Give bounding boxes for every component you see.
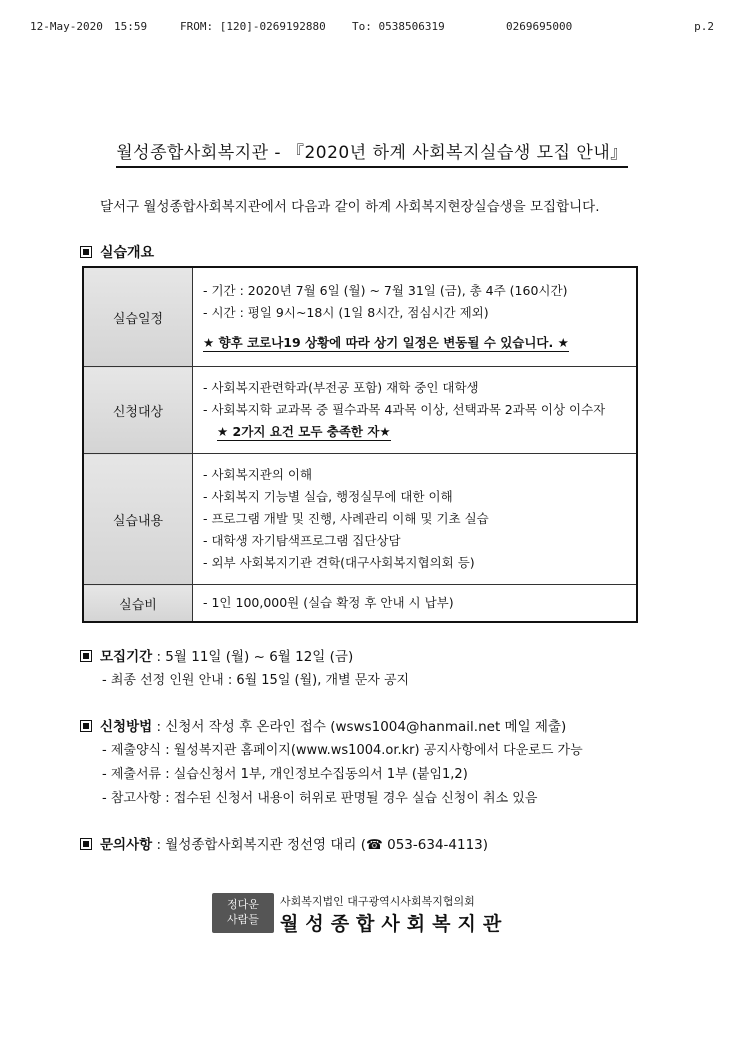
row-line: - 사회복지관의 이해	[203, 467, 313, 482]
contact-label: 문의사항	[100, 837, 153, 853]
document-title-text: 월성종합사회복지관 - 『2020년 하계 사회복지실습생 모집 안내』	[116, 143, 628, 168]
fax-from: FROM: [120]-0269192880	[180, 20, 326, 33]
row-note: ★ 향후 코로나19 상황에 따라 상기 일정은 변동될 수 있습니다. ★	[203, 335, 569, 350]
overview-table	[82, 266, 638, 623]
row-line: - 대학생 자기탐색프로그램 집단상담	[203, 533, 401, 548]
apply-sub: - 제출양식 : 월성복지관 홈페이지(www.ws1004.or.kr) 공지사항에서 다운로드 가능	[102, 743, 583, 758]
apply-sub: - 참고사항 : 접수된 신청서 내용이 허위로 판명될 경우 실습 신청이 취소 있음	[102, 791, 538, 806]
recruit-section	[80, 645, 409, 693]
row-line: - 사회복지학 교과목 중 필수과목 4과목 이상, 선택과목 2과목 이상 이수자	[203, 402, 606, 417]
intro-text: 달서구 월성종합사회복지관에서 다음과 같이 하계 사회복지현장실습생을 모집합니다.	[100, 199, 600, 215]
recruit-value: : 5월 11일 (월) ~ 6월 12일 (금)	[152, 649, 354, 665]
row-content	[193, 454, 638, 585]
row-label: 실습일정	[83, 267, 193, 367]
apply-label: 신청방법	[100, 719, 153, 735]
bullet-box-icon	[80, 246, 92, 258]
recruit-sub: - 최종 선정 인원 안내 : 6월 15일 (월), 개별 문자 공지	[102, 673, 410, 688]
recruit-label: 모집기간	[100, 649, 153, 665]
contact-value: : 월성종합사회복지관 정선영 대리 (☎ 053-634-4113)	[152, 837, 489, 853]
overview-heading-text: 실습개요	[100, 245, 155, 261]
apply-sub: - 제출서류 : 실습신청서 1부, 개인정보수집동의서 1부 (붙임1,2)	[102, 767, 468, 782]
row-line: - 사회복지 기능별 실습, 행정실무에 대한 이해	[203, 489, 453, 504]
document-title	[0, 138, 744, 163]
row-line: - 외부 사회복지기관 견학(대구사회복지협의회 등)	[203, 555, 475, 570]
row-label: 신청대상	[83, 367, 193, 454]
row-label: 실습비	[83, 585, 193, 623]
row-line: - 프로그램 개발 및 진행, 사례관리 이해 및 기초 실습	[203, 511, 489, 526]
fax-time: 15:59	[114, 20, 148, 33]
contact-section	[80, 833, 488, 857]
apply-section	[80, 715, 583, 811]
fax-page: p.2	[694, 20, 714, 33]
apply-value: : 신청서 작성 후 온라인 접수 (wsws1004@hanmail.net 메일 제출)	[152, 719, 567, 735]
row-line: - 기간 : 2020년 7월 6일 (월) ~ 7월 31일 (금), 총 4주 (160시간)	[203, 283, 568, 298]
fax-to: To: 0538506319	[352, 20, 445, 33]
table-row	[83, 267, 637, 367]
table-row	[83, 454, 637, 585]
org-logo: 정다운 사람들	[212, 893, 274, 933]
row-label: 실습내용	[83, 454, 193, 585]
table-row	[83, 367, 637, 454]
row-line: - 1인 100,000원 (실습 확정 후 안내 시 납부)	[203, 595, 454, 610]
bullet-box-icon	[80, 650, 92, 662]
bullet-box-icon	[80, 838, 92, 850]
org-name: 월성종합사회복지관	[280, 913, 509, 935]
fax-date: 12-May-2020	[30, 20, 103, 33]
row-content	[193, 267, 638, 367]
row-line: - 사회복지관련학과(부전공 포함) 재학 중인 대학생	[203, 380, 479, 395]
overview-heading	[80, 242, 154, 262]
table-row	[83, 585, 637, 623]
row-line: - 시간 : 평일 9시~18시 (1일 8시간, 점심시간 제외)	[203, 305, 489, 320]
row-content	[193, 585, 638, 623]
row-content	[193, 367, 638, 454]
row-note: ★ 2가지 요건 모두 충족한 자★	[217, 424, 391, 439]
bullet-box-icon	[80, 720, 92, 732]
parent-org: 사회복지법인 대구광역시사회복지협의회	[280, 895, 475, 908]
fax-number: 0269695000	[506, 20, 573, 33]
footer-org	[212, 893, 572, 939]
